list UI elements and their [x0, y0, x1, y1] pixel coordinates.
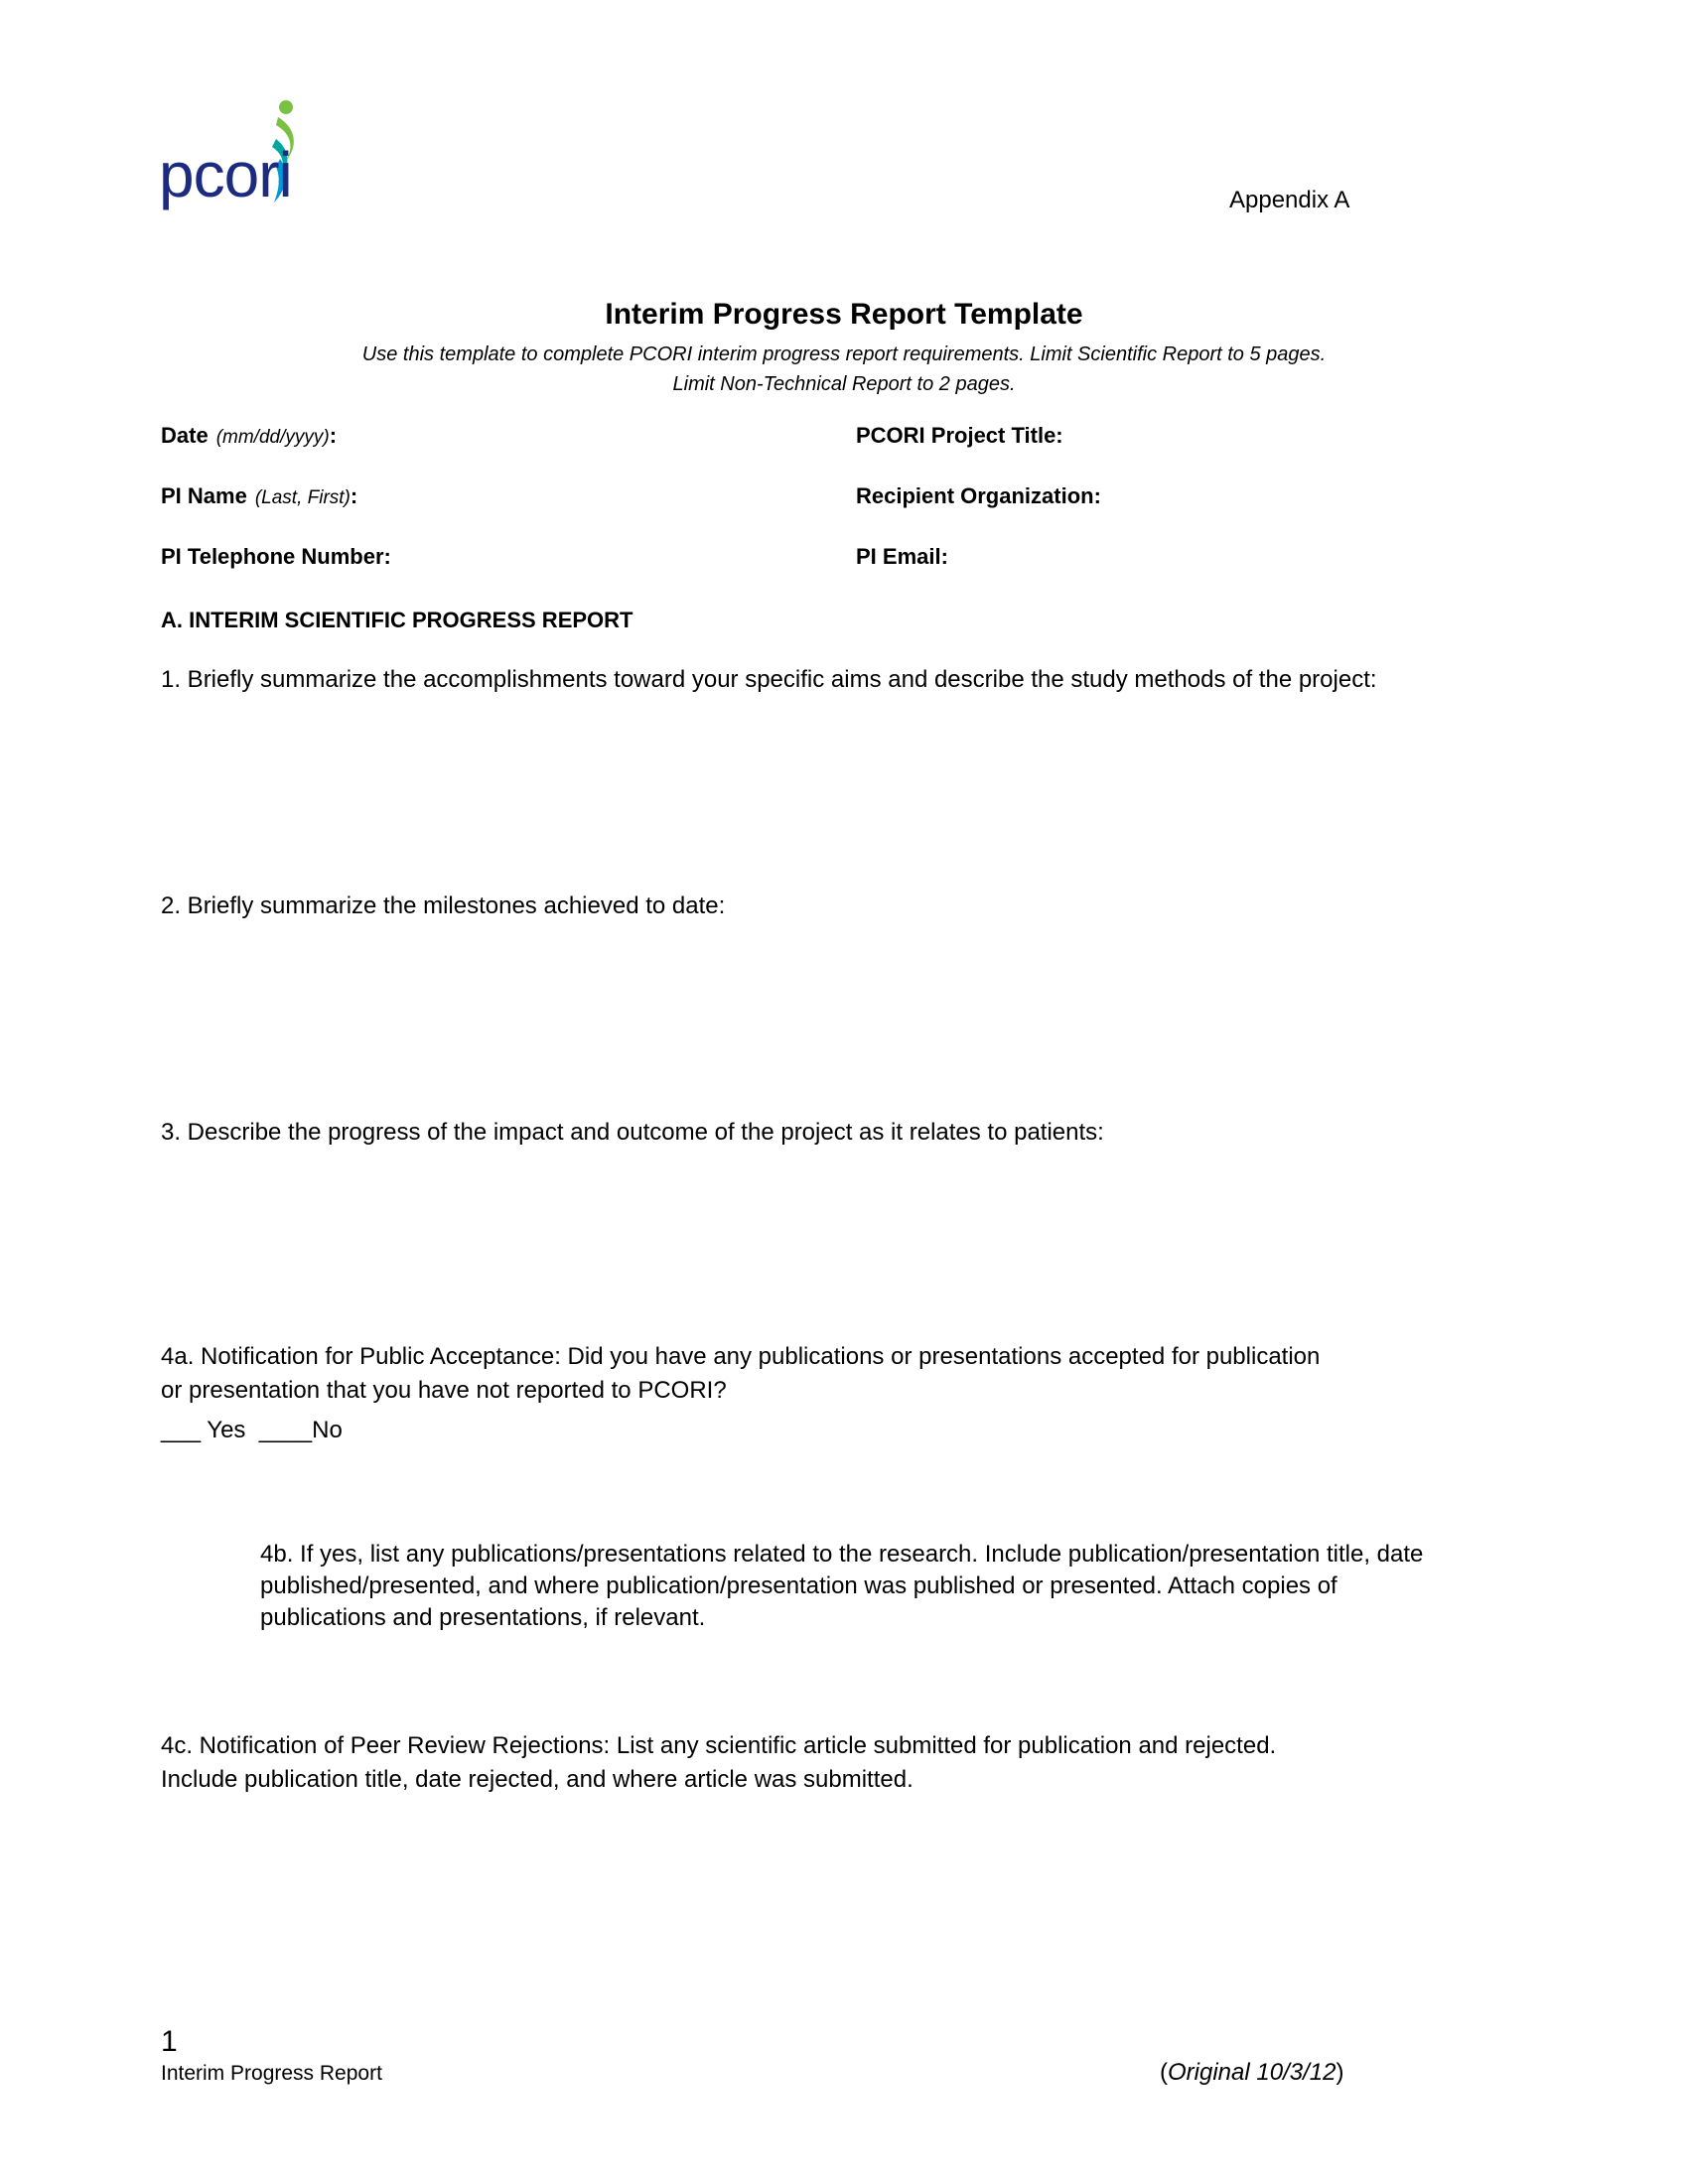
appendix-label: Appendix A [1229, 187, 1350, 213]
question-4a-line-1: 4a. Notification for Public Acceptance: Did you have any publications or presentations accepted for publication [161, 1343, 1321, 1370]
question-4c-line-2: Include publication title, date rejected, and where article was submitted. [161, 1766, 914, 1793]
question-4a-options[interactable]: ___ Yes ____No [161, 1417, 343, 1443]
question-3: 3. Describe the progress of the impact and outcome of the project as it relates to patients: [161, 1119, 1104, 1146]
pi-name-format-note: (Last, First) [254, 487, 351, 508]
date-label: Date [161, 423, 209, 448]
question-4a [161, 1340, 1320, 1408]
pi-name-label: PI Name [161, 483, 247, 508]
pcori-logo [159, 99, 308, 213]
date-field[interactable] [161, 423, 337, 449]
footer-original-date: Original 10/3/12 [1168, 2059, 1336, 2086]
page-subtitle [0, 340, 1688, 399]
footer-version [1160, 2059, 1343, 2087]
subtitle-line-2: Limit Non-Technical Report to 2 pages. [672, 373, 1016, 395]
logo-wordmark: pcori [159, 139, 292, 210]
project-title-field[interactable]: PCORI Project Title: [856, 423, 1063, 448]
page-title: Interim Progress Report Template [605, 298, 1083, 331]
pi-name-field[interactable] [161, 483, 357, 509]
page-number: 1 [161, 2025, 178, 2058]
footer-paren-close: ) [1336, 2059, 1344, 2086]
question-2: 2. Briefly summarize the milestones achieved to date: [161, 892, 726, 919]
pi-telephone-field[interactable]: PI Telephone Number: [161, 544, 391, 569]
question-4c-line-1: 4c. Notification of Peer Review Rejections: List any scientific article submitted for publication and rejected. [161, 1732, 1277, 1759]
question-4b-line-1: 4b. If yes, list any publications/presentations related to the research. Include publication/presentation title, date [260, 1541, 1424, 1568]
section-heading: A. INTERIM SCIENTIFIC PROGRESS REPORT [161, 608, 633, 632]
date-format-note: (mm/dd/yyyy) [215, 427, 330, 448]
pi-email-field[interactable]: PI Email: [856, 544, 948, 569]
question-4c [161, 1729, 1276, 1797]
question-4b-line-3: publications and presentations, if relevant. [260, 1604, 706, 1631]
question-1: 1. Briefly summarize the accomplishments toward your specific aims and describe the study methods of the project: [161, 666, 1377, 693]
date-colon: : [329, 423, 338, 448]
pi-name-colon: : [350, 483, 358, 508]
footer-paren-open: ( [1160, 2059, 1168, 2086]
question-4a-line-2: or presentation that you have not reported to PCORI? [161, 1377, 727, 1404]
footer-document-name: Interim Progress Report [161, 2062, 382, 2085]
recipient-organization-field[interactable]: Recipient Organization: [856, 483, 1101, 508]
question-4b [260, 1539, 1423, 1634]
question-4b-line-2: published/presented, and where publication/presentation was published or presented. Attach copies of [260, 1572, 1337, 1599]
subtitle-line-1: Use this template to complete PCORI interim progress report requirements. Limit Scientific Report to 5 pages. [361, 343, 1327, 365]
